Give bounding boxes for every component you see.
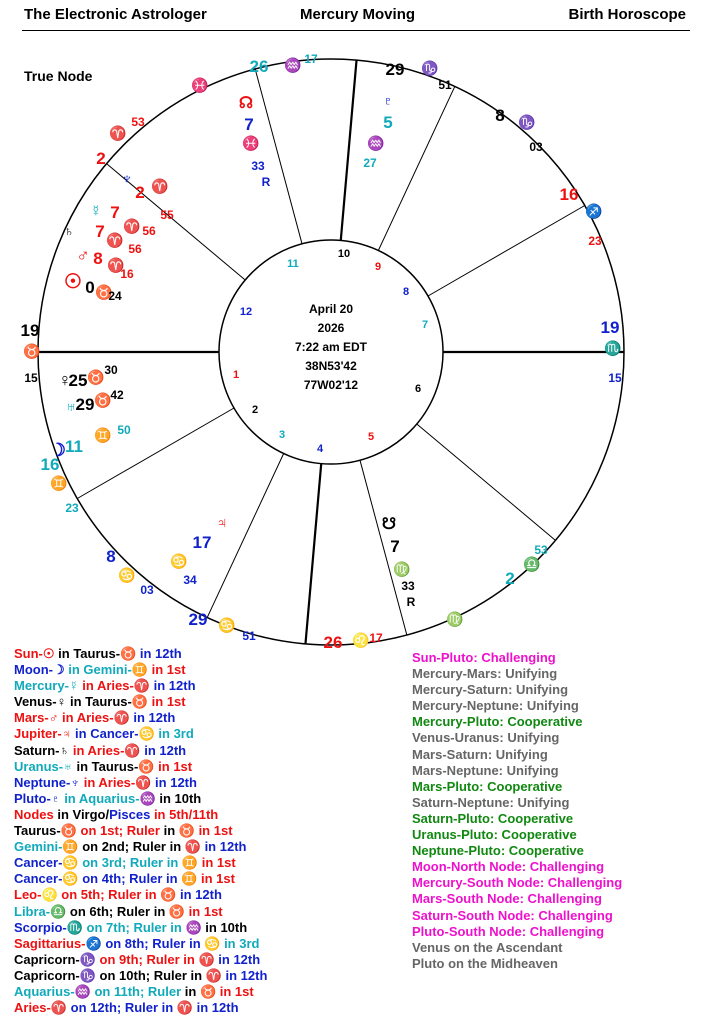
wheel-label: ♋ [118, 567, 136, 583]
wheel-label: ♉ [95, 284, 113, 300]
placement-segment: ♈ [133, 678, 151, 694]
placement-segment: ♈ [176, 1000, 194, 1016]
wheel-label: 15 [608, 371, 622, 385]
aspect-line: Pluto-South Node: Challenging [412, 923, 605, 939]
wheel-label: 5 [383, 113, 393, 132]
wheel-label: 42 [110, 388, 124, 402]
placement-line [14, 855, 267, 871]
wheel-label: ♓ [242, 135, 260, 151]
placement-segment: ♀ [56, 694, 67, 710]
wheel-label: ♈ [107, 257, 125, 273]
house-number: 11 [287, 258, 299, 270]
house-number: 10 [337, 248, 351, 260]
wheel-label: 7 [110, 203, 120, 222]
wheel-label: ♑ [518, 114, 536, 130]
house-number: 6 [414, 383, 422, 395]
wheel-label: 29 [385, 60, 405, 79]
placement-segment: ♈ [184, 839, 201, 855]
placement-segment: in Aquarius- [60, 790, 140, 806]
placement-line [14, 1000, 267, 1016]
placement-segment: ♊ [131, 662, 148, 678]
aspects-list [412, 650, 622, 972]
placement-segment: in 1st [185, 903, 223, 919]
wheel-label: ♂ [76, 245, 90, 265]
placement-segment: ♅ [63, 758, 73, 774]
wheel-label: 29 [188, 610, 208, 629]
placement-segment: in Gemini- [64, 662, 132, 678]
placement-segment: ♉ [60, 823, 77, 839]
aspect-line: Neptune-Pluto: Cooperative [412, 843, 584, 859]
wheel-label: ♉ [94, 392, 112, 408]
wheel-label: ♍ [393, 561, 411, 577]
aspect-line: Mercury-Neptune: Unifying [412, 698, 579, 714]
house-number: 5 [367, 431, 375, 443]
placement-segment: in 12th [150, 678, 196, 694]
placement-segment: ♉ [199, 983, 217, 999]
wheel-label: 26 [249, 57, 269, 76]
placement-segment: in Taurus- [66, 694, 132, 710]
house-cusp-line [378, 86, 454, 250]
placement-segment: in 1st [198, 855, 236, 871]
wheel-label: ♒ [367, 135, 385, 151]
placement-line [14, 791, 267, 807]
placement-segment: ☉ [42, 646, 55, 661]
placement-segment: in 5th/11th [150, 806, 219, 822]
house-cusp-line [360, 460, 407, 635]
wheel-label: 51 [438, 78, 452, 92]
placement-segment: in [159, 823, 179, 839]
placement-segment: ♇ [50, 790, 61, 806]
wheel-label: ♆ [121, 171, 133, 188]
house-number: 3 [278, 429, 286, 441]
placement-segment: in 1st [148, 694, 186, 710]
placement-segment: in 12th [151, 774, 197, 790]
wheel-label: 16 [120, 267, 134, 281]
wheel-label: 17 [192, 533, 212, 552]
aspect-line: Uranus-Pluto: Cooperative [412, 827, 577, 843]
placement-line [14, 968, 267, 984]
house-number: 2 [251, 404, 259, 416]
placement-line [14, 662, 267, 678]
wheel-label: R [406, 595, 416, 609]
wheel-label: ♍ [446, 611, 464, 627]
placement-segment: ♊ [62, 839, 79, 855]
placement-segment: in 12th [140, 742, 187, 758]
placement-segment: on 8th; Ruler in [101, 935, 205, 951]
chart-type: Birth Horoscope [568, 6, 686, 23]
wheel-label: 2 [96, 149, 106, 168]
aspect-line: Sun-Pluto: Challenging [412, 650, 556, 665]
wheel-label: 2 [505, 569, 515, 588]
wheel-label: 16 [40, 455, 60, 474]
placement-segment: ♋ [138, 726, 155, 742]
wheel-label: ♌ [352, 632, 370, 648]
house-number: 12 [239, 306, 253, 318]
placement-segment: ♄ [59, 742, 70, 758]
wheel-label: 7 [95, 222, 105, 241]
placement-line [14, 743, 267, 759]
placement-line [14, 887, 267, 903]
placement-segment: on 3rd; Ruler in [78, 855, 182, 871]
wheel-label: 53 [131, 115, 145, 129]
aspect-line: Mars-South Node: Challenging [412, 891, 602, 907]
placement-segment: ♉ [138, 758, 155, 774]
placement-segment: ☿ [68, 678, 79, 694]
placement-line [14, 952, 267, 968]
wheel-label: ☿ [90, 203, 102, 220]
placement-segment: on 1st; Ruler [76, 823, 160, 839]
placement-line [14, 807, 267, 823]
aspect-line: Mars-Saturn: Unifying [412, 746, 548, 762]
placement-segment: ♎ [50, 903, 67, 919]
placement-segment: in Aries- [69, 742, 125, 758]
placement-segment: ♈ [124, 742, 141, 758]
birth-data-line: 38N53'42 [305, 359, 357, 373]
birth-data [295, 302, 368, 392]
placement-segment: in 3rd [154, 726, 194, 742]
placement-segment: Leo- [14, 887, 42, 903]
wheel-label: ♇ [382, 93, 394, 110]
placement-line [14, 823, 267, 839]
wheel-label: 26 [323, 633, 343, 650]
wheel-label: 19 [600, 318, 620, 337]
placement-segment: Mars- [14, 710, 49, 726]
wheel-label: 2 [135, 183, 145, 202]
placement-line [14, 839, 267, 855]
placement-segment: Sun- [14, 646, 43, 661]
wheel-label: 11 [65, 437, 83, 456]
wheel-label: ☊ [238, 95, 254, 112]
chart-subject: Mercury Moving [300, 6, 416, 23]
aspect-line: Mercury-Saturn: Unifying [412, 682, 569, 698]
placement-line [14, 904, 267, 920]
placement-segment: in [181, 983, 200, 999]
house-cusp-line [255, 69, 302, 244]
placement-segment: in 1st [148, 662, 186, 678]
wheel-label: 15 [24, 371, 38, 385]
wheel-label: ♈ [109, 125, 127, 141]
placement-segment: ♉ [131, 694, 149, 710]
placement-segment: in 12th [214, 951, 261, 967]
aspect-line: Venus on the Ascendant [412, 939, 563, 955]
placement-segment: on 11th; Ruler [90, 983, 182, 999]
placement-segment: ♈ [198, 951, 215, 967]
wheel-label: ♉ [87, 369, 105, 385]
placement-segment: ♈ [113, 710, 130, 726]
placement-segment: Venus- [14, 694, 57, 710]
placement-segment: on 2nd; Ruler in [78, 839, 185, 855]
placement-segment: Cancer- [14, 855, 63, 871]
wheel-label: 51 [242, 629, 256, 643]
wheel-label: 56 [128, 242, 142, 256]
placement-segment: ♌ [41, 887, 58, 903]
placement-segment: ♈ [50, 1000, 68, 1016]
wheel-label: 23 [588, 234, 602, 248]
placement-segment: Gemini- [14, 839, 63, 855]
placement-segment: ♃ [61, 726, 72, 742]
placement-segment: Libra- [14, 903, 51, 919]
aspect-line: Venus-Uranus: Unifying [412, 730, 560, 746]
wheel-label: 24 [108, 289, 122, 303]
birth-data-line: 7:22 am EDT [294, 340, 368, 354]
wheel-label: ☉ [64, 271, 82, 293]
wheel-label: R [261, 175, 271, 189]
wheel-label: ♊ [50, 475, 68, 491]
placement-segment: Taurus- [14, 823, 61, 839]
placement-segment: ♉ [168, 903, 186, 919]
placement-segment: Pluto- [14, 790, 51, 806]
aspect-line: Mercury-South Node: Challenging [412, 875, 623, 891]
placement-segment: ♒ [74, 983, 91, 999]
placement-line [14, 984, 267, 1000]
wheel-label: ♊ [94, 427, 112, 443]
placement-segment: in 1st [154, 758, 193, 774]
placement-segment: in 12th [200, 839, 247, 855]
wheel-label: ♑ [421, 60, 439, 76]
placement-segment: on 6th; Ruler in [66, 903, 169, 919]
wheel-label: ♒ [284, 57, 302, 73]
wheel-label: 56 [142, 224, 156, 238]
placement-line [14, 694, 267, 710]
wheel-label: 29 [75, 395, 95, 414]
wheel-label: 55 [160, 208, 174, 222]
placement-line [14, 936, 267, 952]
house-number: 4 [316, 443, 324, 455]
placement-segment: Saturn- [14, 742, 60, 758]
placement-segment: in 12th [129, 710, 176, 726]
placement-segment: ♈ [135, 774, 152, 790]
wheel-label: ♈ [106, 232, 124, 248]
placement-segment: in Aries- [78, 678, 134, 694]
aspect-line: Saturn-South Node: Challenging [412, 907, 613, 923]
wheel-label: ♐ [585, 203, 603, 219]
placement-segment: on 7th; Ruler in [82, 919, 186, 935]
birth-data-line: 2026 [317, 321, 345, 335]
house-number: 8 [402, 286, 410, 298]
placement-segment: ♉ [120, 646, 137, 661]
placement-segment: in 12th [176, 887, 222, 903]
wheel-label: ☋ [381, 516, 397, 533]
placement-segment: Aquarius- [14, 983, 75, 999]
placement-segment: Cancer- [14, 871, 63, 887]
placement-line [14, 920, 267, 936]
app-title: The Electronic Astrologer [24, 6, 207, 23]
placement-segment: in Cancer- [71, 726, 139, 742]
wheel-label: 27 [363, 156, 377, 170]
placement-line [14, 646, 267, 662]
wheel-label: 03 [140, 583, 154, 597]
wheel-label: ♎ [523, 556, 541, 572]
wheel-label: 03 [529, 140, 543, 154]
placement-segment: in 12th [136, 646, 182, 661]
wheel-label: 30 [104, 363, 118, 377]
house-cusp-line [77, 408, 234, 499]
placement-segment: Capricorn- [14, 951, 80, 967]
placement-line [14, 775, 267, 791]
placement-segment: on 9th; Ruler in [95, 951, 199, 967]
placement-segment: ♑ [79, 951, 96, 967]
aspect-line: Saturn-Pluto: Cooperative [412, 810, 574, 826]
wheel-label: ♈ [123, 218, 141, 234]
wheel-label: 25 [68, 371, 88, 390]
wheel-label: 7 [244, 115, 254, 134]
wheel-label: 17 [304, 52, 318, 66]
placement-segment: Pisces [109, 806, 151, 822]
placement-segment: in Taurus- [72, 758, 139, 774]
wheel-label: 19 [20, 321, 40, 340]
placement-segment: Aries- [14, 1000, 51, 1016]
wheel-label: ♉ [23, 343, 41, 359]
wheel-label: 53 [534, 543, 548, 557]
wheel-label: ♃ [216, 515, 228, 532]
placement-segment: in 12th [193, 1000, 239, 1016]
aspect-line: Saturn-Neptune: Unifying [412, 794, 570, 810]
birth-data-line: 77W02'12 [303, 378, 359, 392]
placement-segment: Sagittarius- [14, 935, 86, 951]
house-cusp-line [428, 206, 585, 297]
placement-segment: Jupiter- [14, 726, 62, 742]
wheel-label: ♓ [191, 77, 209, 93]
wheel-label: 33 [401, 579, 415, 593]
placement-segment: in Virgo/ [53, 806, 110, 822]
placement-segment: Scorpio- [14, 919, 67, 935]
placement-line [14, 726, 267, 742]
house-cusp-line [417, 424, 556, 540]
placement-segment: ♋ [204, 935, 221, 951]
placement-segment: ♋ [62, 855, 79, 871]
aspect-line: Mercury-Pluto: Cooperative [412, 714, 583, 730]
placement-line [14, 871, 267, 887]
placement-segment: Mercury- [14, 678, 69, 694]
house-number: 9 [374, 261, 382, 273]
placement-segment: in 3rd [220, 935, 260, 951]
wheel-label: 23 [65, 501, 79, 515]
placement-segment: in 10th [201, 919, 248, 935]
house-number: 7 [421, 319, 429, 331]
placement-segment: ♊ [181, 871, 198, 887]
wheel-label: ♏ [604, 340, 622, 356]
wheel-label: 33 [251, 159, 265, 173]
placement-segment: on 10th; Ruler in [95, 967, 206, 983]
wheel-label: 8 [495, 106, 505, 125]
wheel-label: ♄ [63, 223, 75, 239]
wheel-label: 7 [390, 537, 400, 556]
placement-line [14, 678, 267, 694]
node-type-label: True Node [24, 68, 93, 84]
placements-list [14, 646, 267, 1016]
aspect-line: Mars-Pluto: Cooperative [412, 778, 563, 794]
placement-segment: Neptune- [14, 774, 71, 790]
house-cusp-line [207, 454, 283, 618]
placement-segment: Capricorn- [14, 967, 80, 983]
placement-segment: in 12th [221, 967, 268, 983]
wheel-label: ♈ [151, 178, 169, 194]
placement-segment: on 12th; Ruler in [67, 1000, 177, 1016]
placement-segment: in 1st [194, 823, 233, 839]
placement-segment: in 10th [155, 790, 202, 806]
wheel-label: ♋ [170, 553, 188, 569]
placement-segment: on 4th; Ruler in [78, 871, 182, 887]
placement-segment: on 5th; Ruler in [57, 887, 161, 903]
house-number: 1 [232, 369, 240, 381]
placement-segment: ☽ [52, 662, 65, 678]
wheel-label: ♀ [58, 370, 72, 390]
placement-segment: in Aries- [80, 774, 136, 790]
wheel-label: 17 [369, 631, 383, 645]
placement-segment: ♏ [66, 919, 83, 935]
wheel-label: 0 [85, 278, 95, 297]
placement-segment: ♉ [160, 887, 177, 903]
placement-segment: Uranus- [14, 758, 64, 774]
placement-segment: ♉ [178, 823, 195, 839]
placement-segment: ♒ [185, 919, 202, 935]
wheel-label: 50 [117, 423, 131, 437]
placement-segment: ♒ [139, 790, 156, 806]
placement-segment: in Taurus- [54, 646, 121, 661]
placement-segment: in 1st [197, 871, 235, 887]
placement-segment: ♆ [70, 774, 81, 790]
placement-line [14, 710, 267, 726]
house-cusp-line [341, 60, 357, 240]
wheel-label: 34 [183, 573, 197, 587]
aspect-line: Pluto on the Midheaven [412, 955, 558, 971]
placement-segment: Nodes [14, 806, 54, 822]
aspect-line: Mercury-Mars: Unifying [412, 666, 558, 682]
birth-data-line: April 20 [308, 302, 354, 316]
placement-segment: Moon- [14, 662, 53, 678]
house-cusp-line [305, 464, 321, 644]
wheel-label: ☽ [49, 440, 67, 460]
placement-segment: ♋ [62, 871, 79, 887]
placement-segment: ♊ [181, 855, 199, 871]
placement-line [14, 759, 267, 775]
aspect-line: Moon-North Node: Challenging [412, 859, 605, 875]
placement-segment: ♐ [85, 935, 102, 951]
wheel-label: 8 [106, 547, 116, 566]
aspect-line: Mars-Neptune: Unifying [412, 762, 559, 778]
wheel-label: 16 [559, 185, 579, 204]
placement-segment: in 1st [216, 983, 254, 999]
placement-segment: ♑ [79, 967, 96, 983]
placement-segment: in Aries- [58, 710, 114, 726]
placement-segment: ♈ [205, 967, 222, 983]
placement-segment: ♂ [48, 710, 59, 726]
wheel-label: ♋ [218, 617, 236, 633]
wheel-label: ♅ [65, 399, 77, 416]
wheel-label: 8 [93, 249, 103, 268]
